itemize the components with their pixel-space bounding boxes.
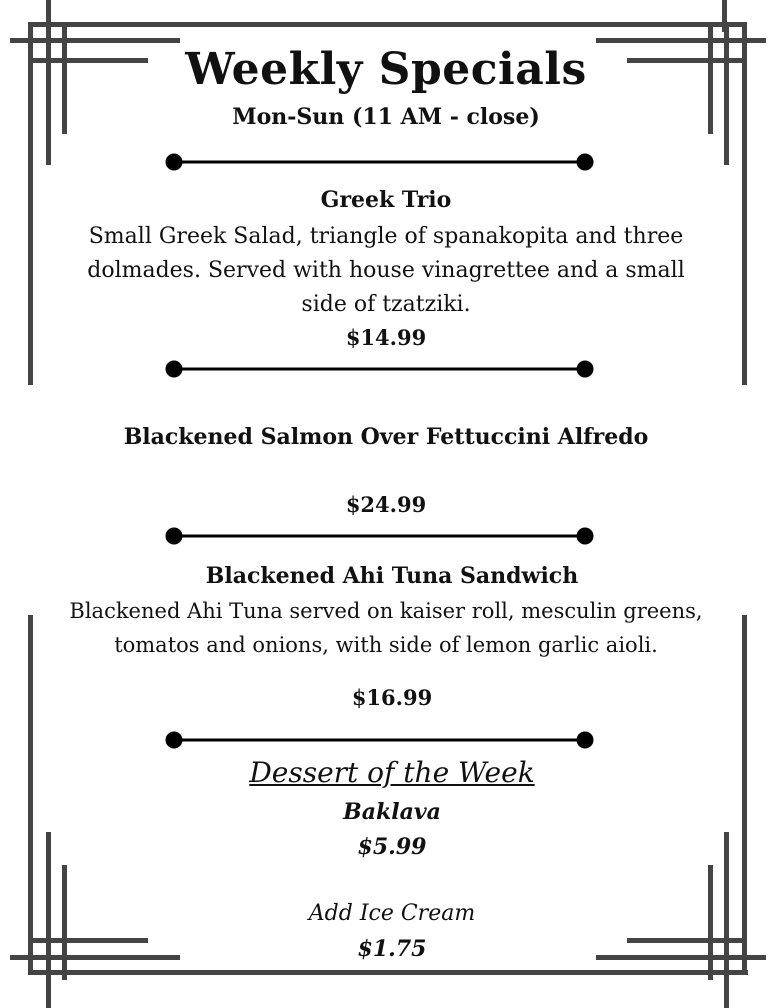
item-price-blackened-salmon: $24.99 (345, 492, 427, 517)
item-price-greek-trio: $14.99 (345, 325, 427, 350)
dessert-price: $5.99 (357, 834, 427, 860)
dessert-name: Baklava (343, 799, 441, 825)
item-description-line: side of tzatziki. (301, 292, 471, 317)
item-name-blackened-salmon: Blackened Salmon Over Fettuccini Alfredo (123, 424, 649, 450)
hours-text: Mon-Sun (11 AM - close) (232, 104, 540, 130)
addon-name: Add Ice Cream (308, 901, 476, 926)
dessert-heading: Dessert of the Week (249, 756, 535, 789)
item-description-line: Blackened Ahi Tuna served on kaiser roll, mesculin greens, (69, 599, 703, 623)
item-price-ahi-tuna: $16.99 (351, 685, 433, 710)
item-description-line: tomatos and onions, with side of lemon garlic aioli. (114, 633, 658, 657)
item-name-greek-trio: Greek Trio (320, 187, 452, 213)
item-description-line: dolmades. Served with house vinagrettee and a small (87, 258, 685, 283)
addon-price: $1.75 (357, 936, 427, 962)
page-title: Weekly Specials (185, 44, 587, 95)
item-name-ahi-tuna: Blackened Ahi Tuna Sandwich (205, 563, 579, 589)
item-description-line: Small Greek Salad, triangle of spanakopita and three (88, 224, 684, 249)
